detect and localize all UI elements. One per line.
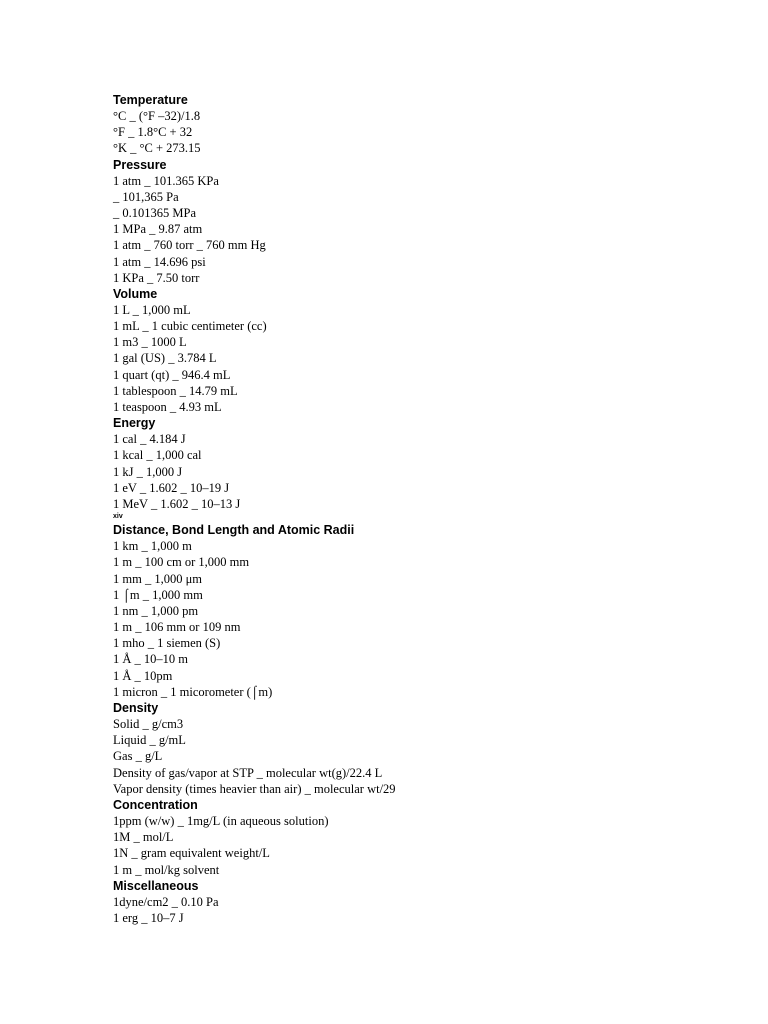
section [113,286,713,415]
conversion-line: 1 m _ mol/kg solvent [113,862,220,877]
conversion-line: 1ppm (w/w) _ 1mg/L (in aqueous solution) [113,813,329,828]
conversion-line: 1 m3 _ 1000 L [113,335,187,350]
page-number: xiv [113,513,123,521]
section [113,700,713,797]
conversion-line: 1 micron _ 1 micorometer (⌠m) [113,684,273,699]
section [113,522,713,700]
conversion-line: 1 m _ 100 cm or 1,000 mm [113,555,250,570]
conversion-line: _ 101,365 Pa [113,189,179,204]
section [113,878,713,926]
section-heading: Miscellaneous [113,878,199,893]
conversion-line: Liquid _ g/mL [113,733,186,748]
section [113,797,713,878]
conversion-line: Vapor density (times heavier than air) _ molecular wt/29 [113,781,396,796]
conversion-line: 1 L _ 1,000 mL [113,302,191,317]
conversion-line: 1 teaspoon _ 4.93 mL [113,400,222,414]
conversion-line: 1 cal _ 4.184 J [113,432,186,447]
conversion-line: °C _ (°F –32)/1.8 [113,109,201,123]
conversion-line: 1 Å _ 10pm [113,668,173,683]
conversion-line: 1 ⌠m _ 1,000 mm [113,587,203,602]
conversion-line: 1 tablespoon _ 14.79 mL [113,383,238,398]
conversion-line: 1 quart (qt) _ 946.4 mL [113,367,231,382]
section-heading: Energy [113,416,156,431]
conversion-line: Gas _ g/L [113,749,163,764]
conversion-line: 1 kcal _ 1,000 cal [113,448,202,463]
section [113,157,713,286]
section-heading: Density [113,701,159,715]
conversion-line: 1 KPa _ 7.50 torr [113,270,200,285]
conversion-line: _ 0.101365 MPa [113,205,196,220]
conversion-line: 1 eV _ 1.602 _ 10–19 J [113,480,230,495]
section-heading: Distance, Bond Length and Atomic Radii [113,523,355,538]
conversion-line: 1M _ mol/L [113,830,174,845]
conversion-line: 1 mL _ 1 cubic centimeter (cc) [113,319,267,334]
conversion-line: 1 Å _ 10–10 m [113,652,188,667]
conversion-line: Solid _ g/cm3 [113,717,184,731]
conversion-line: 1 MPa _ 9.87 atm [113,222,203,237]
conversion-line: 1 atm _ 14.696 psi [113,254,206,269]
section [113,415,713,522]
conversion-line: 1 atm _ 101.365 KPa [113,173,219,188]
conversion-line: 1 gal (US) _ 3.784 L [113,351,217,366]
conversion-line: Density of gas/vapor at STP _ molecular wt(g)/22.4 L [113,765,383,780]
conversion-line: 1 mho _ 1 siemen (S) [113,636,221,651]
conversion-line: 1 mm _ 1,000 μm [113,571,202,586]
conversion-line: 1 kJ _ 1,000 J [113,464,183,479]
section-heading: Pressure [113,157,167,172]
section-heading: Volume [113,286,158,301]
conversion-line: 1 m _ 106 mm or 109 nm [113,620,241,635]
conversion-line: 1 MeV _ 1.602 _ 10–13 J [113,496,241,511]
conversion-line: °K _ °C + 273.15 [113,141,201,156]
conversion-line: °F _ 1.8°C + 32 [113,125,193,140]
conversion-line: 1 nm _ 1,000 pm [113,603,199,618]
conversion-line: 1N _ gram equivalent weight/L [113,846,270,861]
conversion-line: 1dyne/cm2 _ 0.10 Pa [113,894,219,909]
conversion-line: 1 erg _ 10–7 J [113,910,184,925]
conversion-line: 1 km _ 1,000 m [113,539,192,554]
section-heading: Concentration [113,797,198,812]
conversion-line: 1 atm _ 760 torr _ 760 mm Hg [113,238,266,253]
section-heading: Temperature [113,93,188,107]
document-page [113,92,713,926]
section [113,92,713,157]
